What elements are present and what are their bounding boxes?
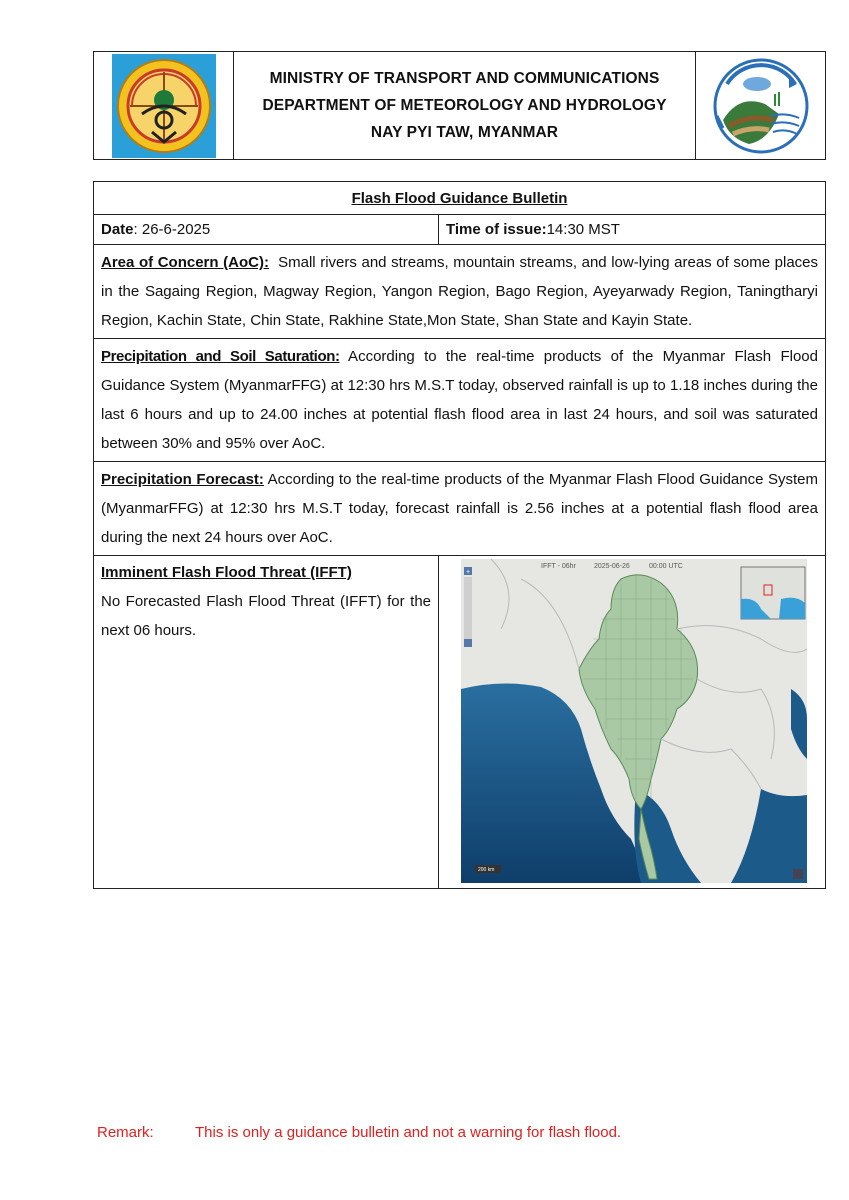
time-value: 14:30 MST bbox=[546, 221, 620, 238]
bulletin-table bbox=[93, 181, 826, 889]
zoom-controls[interactable] bbox=[464, 567, 472, 647]
area-of-concern-section bbox=[94, 245, 825, 339]
zoom-in-button[interactable]: + bbox=[466, 569, 471, 576]
time-cell bbox=[439, 215, 825, 244]
map-time-label: 00:00 UTC bbox=[649, 563, 683, 570]
bulletin-title: Flash Flood Guidance Bulletin bbox=[94, 182, 825, 215]
document-header bbox=[93, 51, 826, 160]
forecast-label: Precipitation Forecast: bbox=[101, 471, 264, 488]
inset-overview-map bbox=[741, 567, 805, 619]
precipitation-soil-section bbox=[94, 339, 825, 462]
ifft-section bbox=[94, 556, 825, 888]
remark-label: Remark: bbox=[97, 1124, 154, 1141]
date-value: : 26-6-2025 bbox=[133, 221, 211, 238]
map-product-label: IFFT - 06hr bbox=[541, 563, 576, 570]
remark bbox=[97, 1124, 621, 1141]
precip-label: Precipitation and Soil Saturation: bbox=[101, 348, 340, 365]
ministry-logo-cell bbox=[94, 52, 234, 159]
scale-label: 200 km bbox=[478, 867, 495, 873]
precip-text: According to the real-time products of the Myanmar Flash Flood Guidance System (MyanmarFFG) at 12:30 hrs M.S.T today, observed rainfall is up to 1.18 inches during the last 6 hours and up to 24.00 inches at potential flash flood area in last 24 hours, and soil was saturated between 30% and 95% over AoC. bbox=[101, 348, 818, 452]
ministry-name: MINISTRY OF TRANSPORT AND COMMUNICATIONS bbox=[269, 69, 660, 87]
department-name: DEPARTMENT OF METEOROLOGY AND HYDROLOGY bbox=[262, 96, 667, 114]
location-name: NAY PYI TAW, MYANMAR bbox=[370, 123, 559, 141]
ifft-text-cell bbox=[94, 556, 439, 888]
date-cell bbox=[94, 215, 439, 244]
department-logo-cell bbox=[696, 52, 825, 159]
hydrology-cycle-icon bbox=[709, 54, 813, 158]
map-date-label: 2025-06-26 bbox=[594, 563, 630, 570]
aoc-label: Area of Concern (AoC): bbox=[101, 254, 269, 271]
ifft-map-cell bbox=[439, 556, 825, 888]
time-label: Time of issue: bbox=[446, 221, 547, 238]
remark-text: This is only a guidance bulletin and not a warning for flash flood. bbox=[195, 1124, 622, 1141]
ministry-emblem-icon bbox=[112, 54, 216, 158]
date-time-row bbox=[94, 215, 825, 245]
precipitation-forecast-section bbox=[94, 462, 825, 556]
forecast-text: According to the real-time products of the Myanmar Flash Flood Guidance System (MyanmarFFG) at 12:30 hrs M.S.T today, forecast rainfall is 2.56 inches at a potential flash flood area during the next 24 hours over AoC. bbox=[101, 471, 819, 546]
header-title bbox=[234, 52, 696, 159]
aoc-text: Small rivers and streams, mountain streams, and low-lying areas of some places in the Sagaing Region, Magway Region, Yangon Region, Bago Region, Ayeyarwady Region, Taningtharyi Region, Kachin State, Chin State, Rakhine State,Mon State, Shan State and Kayin State. bbox=[101, 254, 823, 329]
ifft-label: Imminent Flash Flood Threat (IFFT) bbox=[101, 564, 352, 581]
ifft-map-image bbox=[461, 559, 807, 883]
date-label: Date bbox=[101, 221, 134, 238]
ifft-text: No Forecasted Flash Flood Threat (IFFT) for the next 06 hours. bbox=[101, 593, 431, 639]
ifft-map bbox=[461, 559, 807, 883]
info-icon[interactable] bbox=[793, 869, 803, 879]
